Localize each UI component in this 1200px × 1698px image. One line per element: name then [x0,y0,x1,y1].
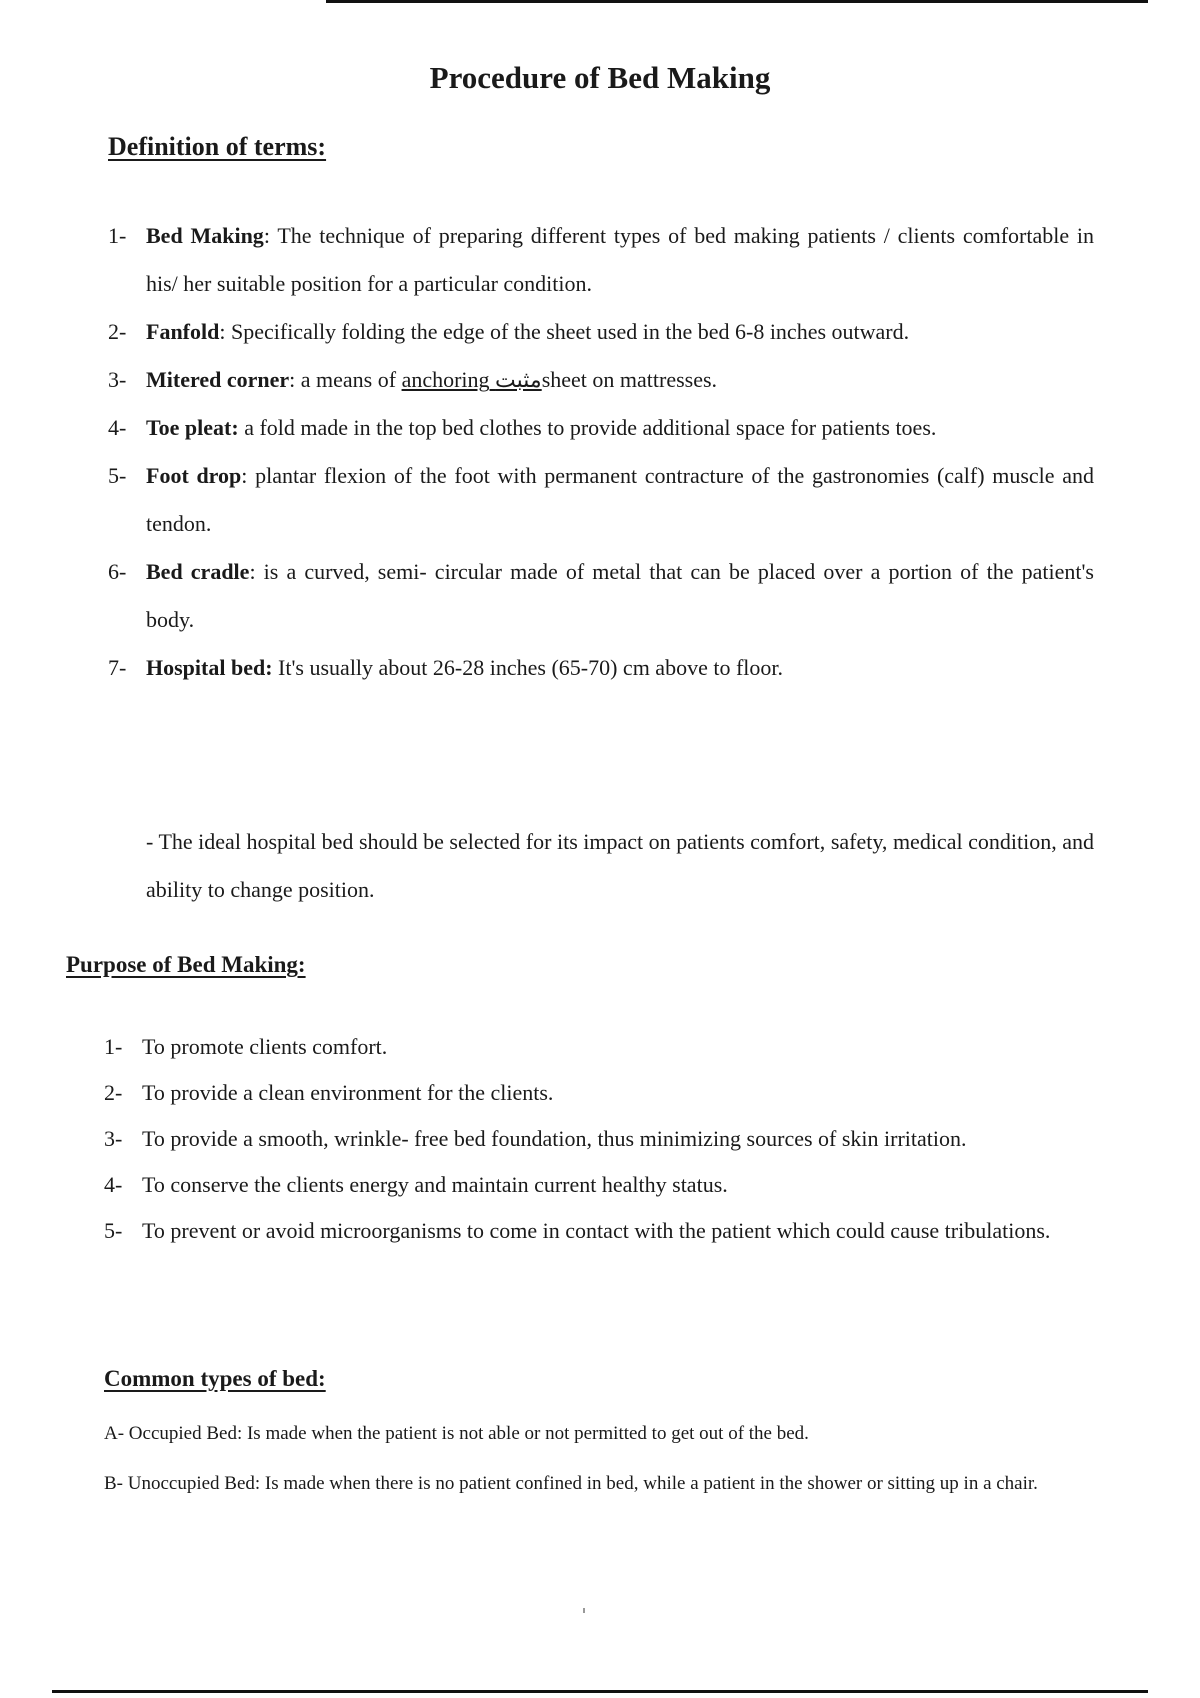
purpose-heading: Purpose of Bed Making: [66,952,306,977]
purpose-text: To conserve the clients energy and maintain current healthy status. [142,1172,728,1197]
item-number: 4- [104,1172,123,1197]
definition-text: is a curved, semi- circular made of metal that can be placed over a portion of the patient's body. [146,559,1094,632]
purpose-text: To promote clients comfort. [142,1034,388,1059]
definition-text-start: a means of [300,367,402,392]
arabic-annotation: مثبت [489,367,542,392]
definition-item [108,308,1094,356]
term-separator: : [289,367,301,392]
definition-item [108,644,1094,692]
term-separator: : [219,319,231,344]
item-number: 2- [108,319,127,344]
item-number: 2- [104,1080,123,1105]
purpose-text: To prevent or avoid microorganisms to come in contact with the patient which could cause tribulations. [142,1218,1051,1243]
definition-item [108,356,1094,404]
definitions-list [108,212,1094,692]
definition-item [108,548,1094,644]
term-separator: : [241,463,256,488]
item-number: 5- [104,1218,123,1243]
item-number: 3- [108,367,127,392]
definition-term: Foot drop [146,463,242,488]
bed-types-heading: Common types of bed: [104,1366,326,1391]
item-number: 3- [104,1126,123,1151]
purpose-text: To provide a clean environment for the clients. [142,1080,554,1105]
hospital-bed-note: - The ideal hospital bed should be selected for its impact on patients comfort, safety, medical condition, and ability to change position. [146,829,1094,902]
term-separator: : [263,223,278,248]
definition-text: It's usually about 26-28 inches (65-70) cm above to floor. [278,655,783,680]
bottom-rule [52,1690,1148,1693]
item-number: 7- [108,655,127,680]
bed-type-item: B- Unoccupied Bed: Is made when there is no patient confined in bed, while a patient in the shower or sitting up in a chair. [104,1473,1038,1494]
definitions-heading: Definition of terms: [108,132,327,161]
purpose-item [104,1116,1094,1162]
definition-text: The technique of preparing different types of bed making patients / clients comfortable in his/ her suitable position for a particular condition. [146,223,1095,296]
definition-text: Specifically folding the edge of the sheet used in the bed 6-8 inches outward. [230,319,910,344]
definition-term: Bed cradle [146,559,250,584]
scan-speck [583,1608,585,1613]
purpose-item [104,1024,1094,1070]
bed-type-item: A- Occupied Bed: Is made when the patient is not able or not permitted to get out of the bed. [104,1423,809,1444]
definition-item [108,404,1094,452]
definition-item [108,212,1094,308]
purpose-item [104,1070,1094,1116]
purpose-text: To provide a smooth, wrinkle- free bed foundation, thus minimizing sources of skin irritation. [142,1126,967,1151]
definition-term: Toe pleat: [146,415,239,440]
item-number: 1- [108,223,127,248]
definition-term: Mitered corner [146,367,290,392]
definition-text-end: sheet on mattresses. [541,367,718,392]
definition-text: a fold made in the top bed clothes to provide additional space for patients toes. [244,415,937,440]
definition-text: plantar flexion of the foot with permanent contracture of the gastronomies (calf) muscle and tendon. [146,463,1094,536]
bed-types-list [104,1420,1094,1520]
purpose-list [104,1024,1094,1247]
top-rule [326,0,1148,3]
item-number: 6- [108,559,127,584]
definition-text [301,367,717,392]
term-separator: : [249,559,264,584]
item-number: 5- [108,463,127,488]
underlined-word: anchoring [401,367,490,392]
item-number: 4- [108,415,127,440]
definition-term: Bed Making [146,223,264,248]
purpose-item [104,1162,1094,1208]
purpose-item [104,1215,1094,1247]
page-title: Procedure of Bed Making [429,60,771,95]
definition-term: Hospital bed: [146,655,273,680]
definition-term: Fanfold [146,319,220,344]
definition-item [108,452,1094,548]
item-number: 1- [104,1034,123,1059]
